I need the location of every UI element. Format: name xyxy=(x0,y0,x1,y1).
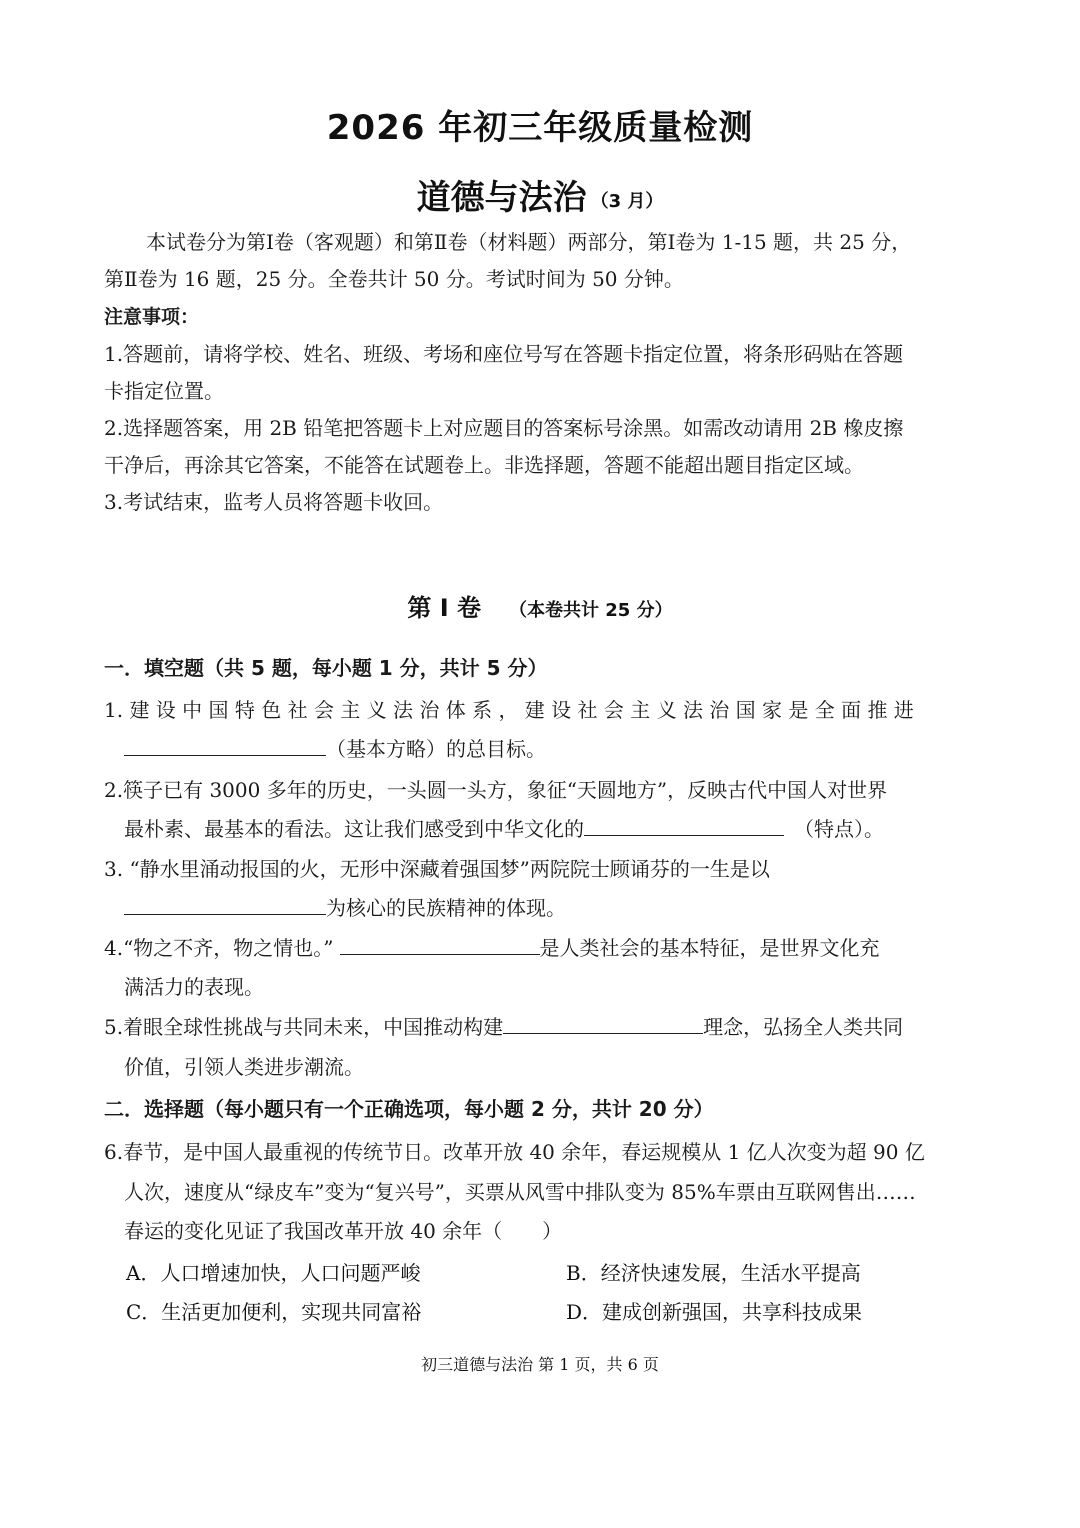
q1-line-1: 1. 建 设 中 国 特 色 社 会 主 义 法 治 体 系 ， 建 设 社 会 主 义 法 治 国 家 是 全 面 推 进 xyxy=(104,698,914,722)
note-1-line-1: 1.答题前，请将学校、姓名、班级、考场和座位号写在答题卡指定位置，将条形码贴在答题 xyxy=(104,342,904,366)
section-1-heading xyxy=(0,588,1080,623)
exam-title: 2026 年初三年级质量检测 xyxy=(326,108,754,148)
notes-heading: 注意事项： xyxy=(104,306,200,328)
q3-line-2 xyxy=(124,894,566,922)
q6-option-c[interactable]: C．生活更加便利，实现共同富裕 xyxy=(126,1300,422,1324)
q2-line-2-tail: （特点）。 xyxy=(794,817,884,841)
note-2-line-1: 2.选择题答案，用 2B 铅笔把答题卡上对应题目的答案标号涂黑。如需改动请用 2B 橡皮擦 xyxy=(104,416,904,440)
page-footer: 初三道德与法治 第 1 页，共 6 页 xyxy=(421,1355,659,1374)
note-3-line-1: 3.考试结束，监考人员将答题卡收回。 xyxy=(104,490,444,514)
intro-line-1: 本试卷分为第Ⅰ卷（客观题）和第Ⅱ卷（材料题）两部分，第Ⅰ卷为 1-15 题，共 25 分， xyxy=(146,230,912,254)
q6-line-1: 6.春节，是中国人最重视的传统节日。改革开放 40 余年，春运规模从 1 亿人次变为超 90 亿 xyxy=(104,1140,925,1164)
q1-blank[interactable] xyxy=(124,735,326,756)
q5-line-2: 价值，引领人类进步潮流。 xyxy=(124,1055,364,1079)
q2-line-2 xyxy=(124,815,884,843)
q3-line-1: 3. “静水里涌动报国的火，无形中深藏着强国梦”两院院士顾诵芬的一生是以 xyxy=(104,857,770,881)
subject-name: 道德与法治 xyxy=(416,178,587,218)
note-2-line-2: 干净后，再涂其它答案，不能答在试题卷上。非选择题，答题不能超出题目指定区域。 xyxy=(104,453,864,477)
q5-blank[interactable] xyxy=(503,1013,703,1034)
q5-line-1 xyxy=(104,1013,903,1041)
q1-line-2-text: （基本方略）的总目标。 xyxy=(326,737,546,761)
q5-line-1-text: 5.着眼全球性挑战与共同未来，中国推动构建 xyxy=(104,1015,504,1039)
part-2-heading: 二．选择题（每小题只有一个正确选项，每小题 2 分，共计 20 分） xyxy=(104,1097,714,1121)
q3-blank[interactable] xyxy=(124,894,326,915)
q4-line-2: 满活力的表现。 xyxy=(124,975,264,999)
q6-line-3: 春运的变化见证了我国改革开放 40 余年（ ） xyxy=(124,1219,563,1243)
q5-line-1-tail: 理念，弘扬全人类共同 xyxy=(703,1015,904,1039)
q3-line-2-text: 为核心的民族精神的体现。 xyxy=(326,896,566,920)
q4-line-1-text: 4.“物之不齐，物之情也。” xyxy=(104,936,334,960)
exam-month: （3 月） xyxy=(590,191,664,212)
q4-line-1 xyxy=(104,934,880,962)
q6-option-a[interactable]: A．人口增速加快，人口问题严峻 xyxy=(126,1261,421,1285)
q4-line-1-tail: 是人类社会的基本特征，是世界文化充 xyxy=(539,936,880,960)
q2-blank[interactable] xyxy=(584,815,784,836)
subject-title xyxy=(0,170,1080,219)
q6-option-d[interactable]: D．建成创新强国，共享科技成果 xyxy=(566,1300,863,1324)
part-1-heading: 一．填空题（共 5 题，每小题 1 分，共计 5 分） xyxy=(104,656,548,680)
q2-line-1: 2.筷子已有 3000 多年的历史，一头圆一头方，象征“天圆地方”，反映古代中国人对世界 xyxy=(104,778,888,802)
note-1-line-2: 卡指定位置。 xyxy=(104,379,224,403)
q1-line-2 xyxy=(124,735,546,763)
q4-blank[interactable] xyxy=(340,934,540,955)
intro-line-2: 第Ⅱ卷为 16 题，25 分。全卷共计 50 分。考试时间为 50 分钟。 xyxy=(104,267,684,291)
q6-line-2: 人次，速度从“绿皮车”变为“复兴号”，买票从风雪中排队变为 85%车票由互联网售出…… xyxy=(124,1180,916,1204)
q2-line-2-text: 最朴素、最基本的看法。这让我们感受到中华文化的 xyxy=(124,817,584,841)
q6-option-b[interactable]: B．经济快速发展，生活水平提高 xyxy=(566,1261,861,1285)
section-1-title: 第 Ⅰ 卷 xyxy=(407,594,482,622)
section-1-subtitle: （本卷共计 25 分） xyxy=(509,600,673,621)
